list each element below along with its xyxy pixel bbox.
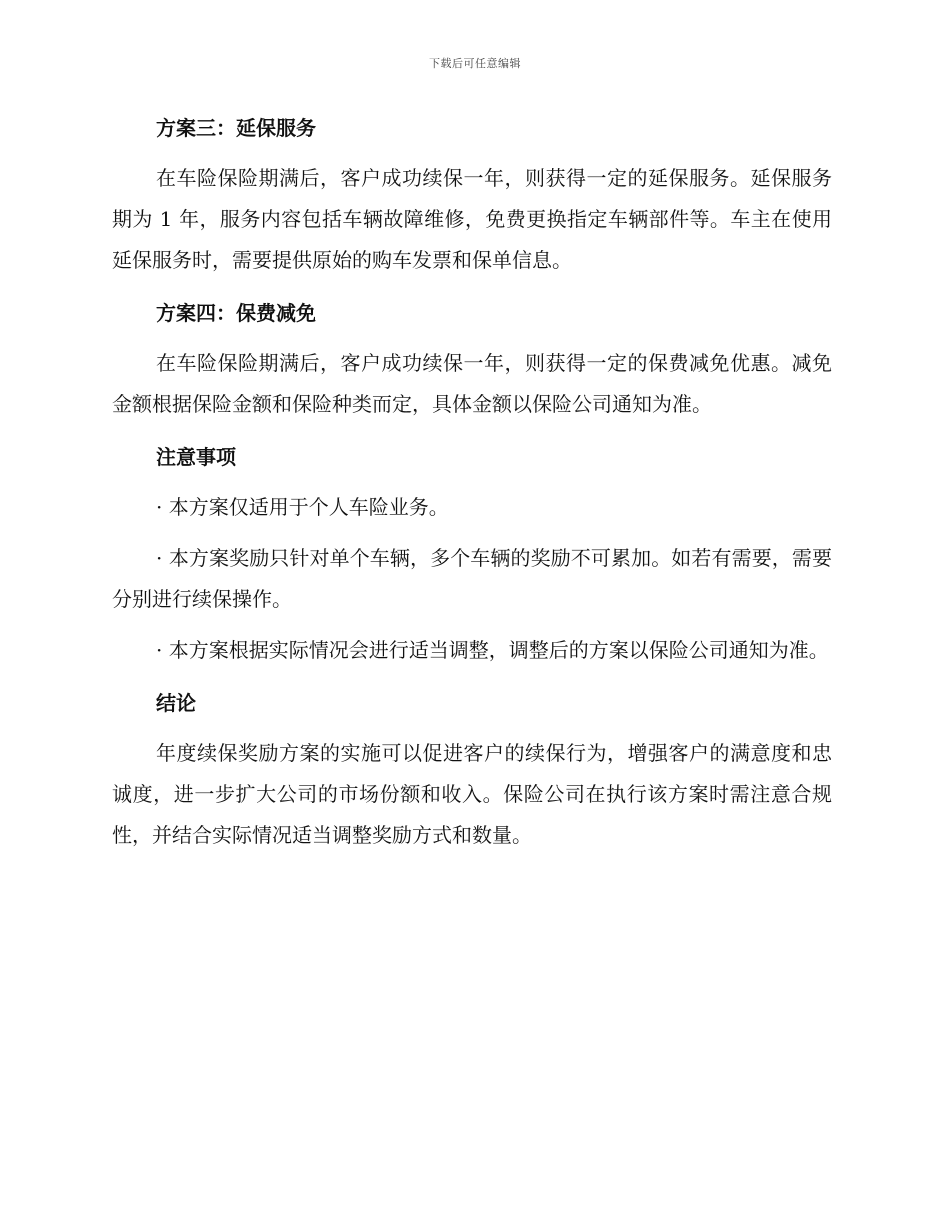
paragraph: 年度续保奖励方案的实施可以促进客户的续保行为，增强客户的满意度和忠诚度，进一步扩大公司的市场份额和收入。保险公司在执行该方案时需注意合规性，并结合实际情况适当调整奖励方式和数量。 <box>112 741 832 847</box>
paragraph: 在车险保险期满后，客户成功续保一年，则获得一定的延保服务。延保服务期为 1 年，服务内容包括车辆故障维修，免费更换指定车辆部件等。车主在使用延保服务时，需要提供原始的购车发票和保单信息。 <box>112 166 832 272</box>
paragraph: 在车险保险期满后，客户成功续保一年，则获得一定的保费减免优惠。减免金额根据保险金额和保险种类而定，具体金额以保险公司通知为准。 <box>112 351 832 416</box>
section-heading: 方案四：保费减免 <box>156 301 316 325</box>
list-item: · 本方案根据实际情况会进行适当调整，调整后的方案以保险公司通知为准。 <box>156 638 829 662</box>
list-item: · 本方案奖励只针对单个车辆，多个车辆的奖励不可累加。如若有需要，需要分别进行续保操作。 <box>112 546 832 611</box>
list-item: · 本方案仅适用于个人车险业务。 <box>156 495 449 519</box>
page-header: 下载后可任意编辑 <box>429 57 521 70</box>
section-heading: 方案三：延保服务 <box>156 116 316 140</box>
section-heading: 结论 <box>156 691 196 715</box>
section-heading: 注意事项 <box>156 445 236 469</box>
document-body <box>112 108 832 856</box>
